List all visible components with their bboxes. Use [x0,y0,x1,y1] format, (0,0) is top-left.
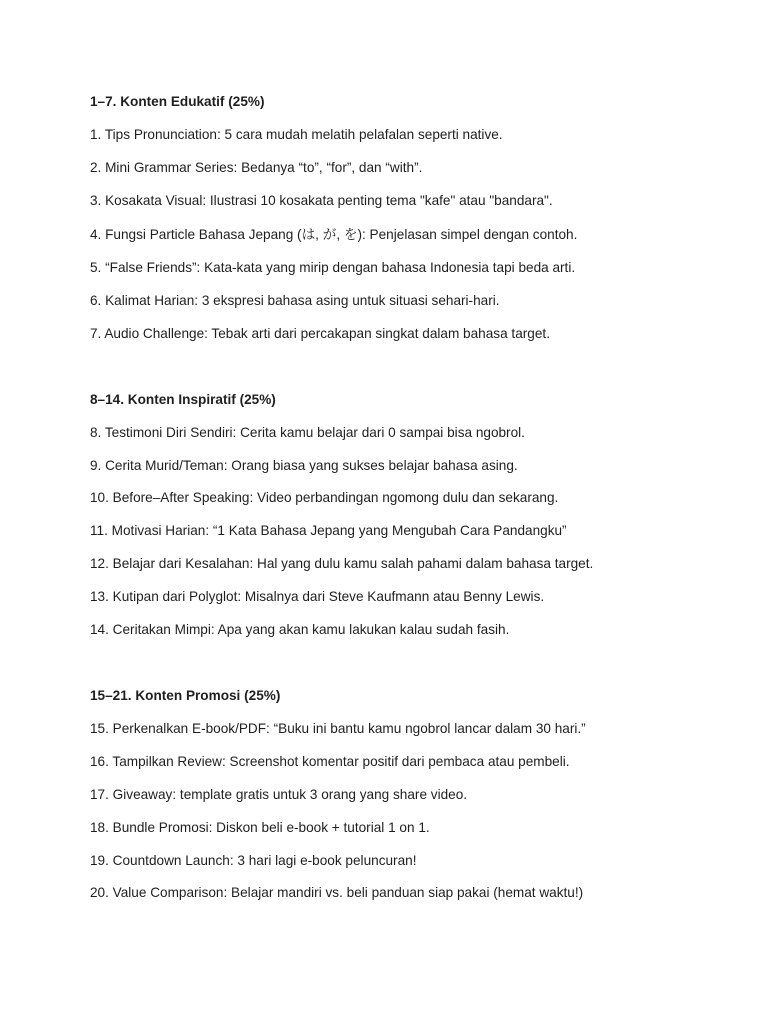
list-item: 14. Ceritakan Mimpi: Apa yang akan kamu lakukan kalau sudah fasih. [90,622,510,637]
section-heading-promosi: 15–21. Konten Promosi (25%) [90,688,281,703]
list-item: 3. Kosakata Visual: Ilustrasi 10 kosakata penting tema "kafe" atau "bandara". [90,193,553,208]
list-item: 2. Mini Grammar Series: Bedanya “to”, “for”, dan “with”. [90,160,423,175]
list-item: 18. Bundle Promosi: Diskon beli e-book + tutorial 1 on 1. [90,820,430,835]
list-item: 17. Giveaway: template gratis untuk 3 orang yang share video. [90,787,468,802]
list-item: 4. Fungsi Particle Bahasa Jepang (は, が, を): Penjelasan simpel dengan contoh. [90,227,578,242]
list-item: 13. Kutipan dari Polyglot: Misalnya dari Steve Kaufmann atau Benny Lewis. [90,589,545,604]
list-item: 6. Kalimat Harian: 3 ekspresi bahasa asing untuk situasi sehari-hari. [90,293,500,308]
list-item: 8. Testimoni Diri Sendiri: Cerita kamu belajar dari 0 sampai bisa ngobrol. [90,425,525,440]
list-item: 16. Tampilkan Review: Screenshot komentar positif dari pembaca atau pembeli. [90,754,570,769]
section-heading-inspiratif: 8–14. Konten Inspiratif (25%) [90,392,276,407]
list-item: 19. Countdown Launch: 3 hari lagi e-book peluncuran! [90,853,417,868]
list-item: 5. “False Friends”: Kata-kata yang mirip dengan bahasa Indonesia tapi beda arti. [90,260,576,275]
list-item: 7. Audio Challenge: Tebak arti dari percakapan singkat dalam bahasa target. [90,326,550,341]
list-item: 15. Perkenalkan E-book/PDF: “Buku ini bantu kamu ngobrol lancar dalam 30 hari.” [90,721,586,736]
list-item: 20. Value Comparison: Belajar mandiri vs. beli panduan siap pakai (hemat waktu!) [90,885,584,900]
list-item: 10. Before–After Speaking: Video perbandingan ngomong dulu dan sekarang. [90,490,559,505]
section-heading-edukatif: 1–7. Konten Edukatif (25%) [90,94,265,109]
list-item: 11. Motivasi Harian: “1 Kata Bahasa Jepang yang Mengubah Cara Pandangku” [90,523,567,538]
list-item: 12. Belajar dari Kesalahan: Hal yang dulu kamu salah pahami dalam bahasa target. [90,556,594,571]
list-item: 9. Cerita Murid/Teman: Orang biasa yang sukses belajar bahasa asing. [90,458,518,473]
list-item: 1. Tips Pronunciation: 5 cara mudah melatih pelafalan seperti native. [90,127,503,142]
